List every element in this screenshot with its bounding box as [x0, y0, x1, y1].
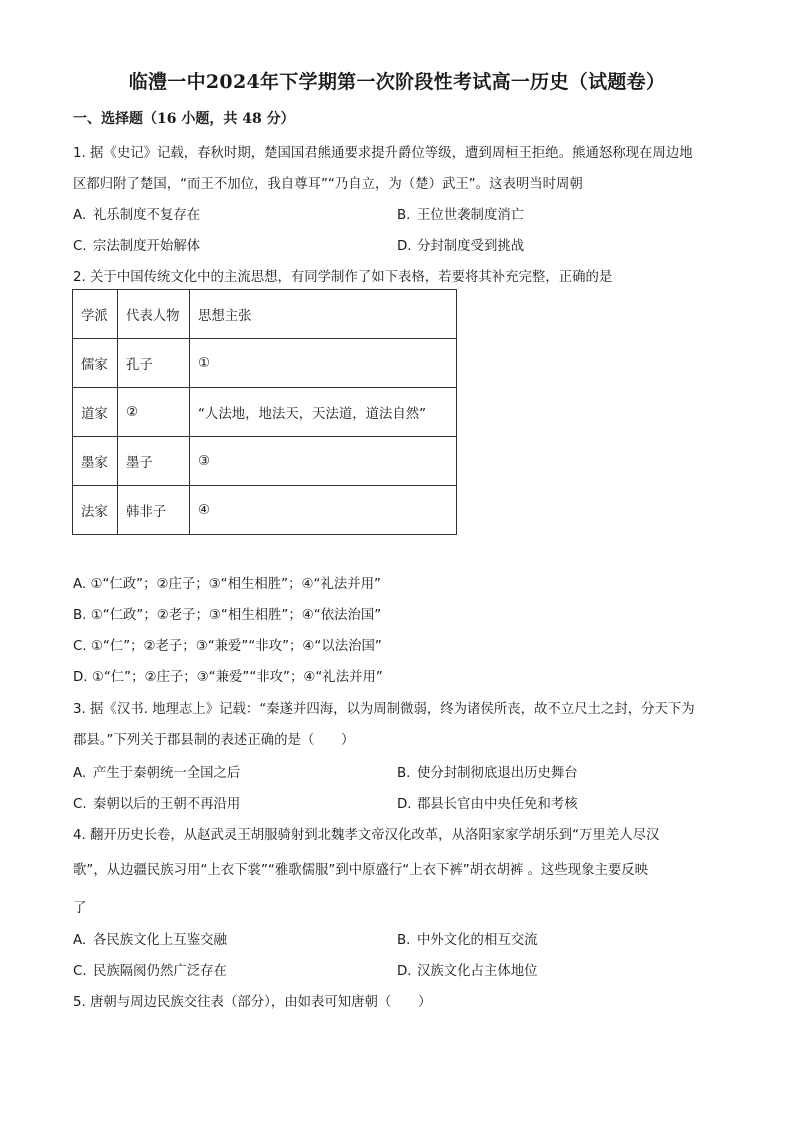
q1-option-a[interactable]	[73, 204, 200, 223]
option-text: 郡县长官由中央任免和考核	[417, 797, 578, 812]
option-key: C.	[73, 797, 87, 812]
option-text: 中外文化的相互交流	[417, 933, 538, 948]
section-heading: 一、选择题（16 小题，共 48 分）	[73, 111, 295, 127]
table-cell: ①	[190, 339, 457, 388]
option-key: A.	[73, 208, 87, 223]
option-text: 分封制度受到挑战	[417, 239, 525, 254]
option-key: A.	[73, 766, 87, 781]
q4-stem-line1: 4. 翻开历史长卷，从赵武灵王胡服骑射到北魏孝文帝汉化改革，从洛阳家家学胡乐到“万里羌人尽汉	[73, 828, 660, 843]
option-text: 民族隔阂仍然广泛存在	[93, 964, 227, 979]
q3-stem-line1: 3. 据《汉书. 地理志上》记载：“秦遂并四海，以为周制微弱，终为诸侯所丧，故不立尺土之封，分天下为	[73, 702, 695, 717]
table-cell: 墨子	[118, 437, 190, 486]
q4-option-a[interactable]	[73, 929, 227, 948]
table-cell: ②	[118, 388, 190, 437]
q3-option-b[interactable]	[397, 762, 578, 781]
q4-option-c[interactable]	[73, 960, 227, 979]
q3-option-a[interactable]	[73, 762, 240, 781]
option-text: 秦朝以后的王朝不再沿用	[93, 797, 241, 812]
table-cell: ④	[190, 486, 457, 535]
option-key: D.	[397, 797, 412, 812]
q4-stem-line2: 歌”，从边疆民族习用“上衣下裳”“雅歌儒服”到中原盛行“上衣下裤”胡衣胡裤 。这些现象主要反映	[73, 863, 649, 878]
table-row	[73, 437, 457, 486]
q3-option-d[interactable]	[397, 793, 578, 812]
q2-option-b[interactable]: B. ①“仁政”；②老子；③“相生相胜”；④“依法治国”	[73, 608, 382, 623]
table-cell: 儒家	[73, 339, 118, 388]
q1-option-b[interactable]	[397, 204, 524, 223]
option-text: 使分封制彻底退出历史舞台	[417, 766, 578, 781]
option-key: D.	[397, 964, 412, 979]
option-key: B.	[397, 766, 411, 781]
table-cell: 孔子	[118, 339, 190, 388]
option-key: C.	[73, 239, 87, 254]
q1-option-c[interactable]	[73, 235, 200, 254]
table-cell: ③	[190, 437, 457, 486]
q3-stem-line2: 郡县。”下列关于郡县制的表述正确的是（ ）	[73, 733, 355, 748]
schools-table	[72, 289, 457, 535]
table-cell: 法家	[73, 486, 118, 535]
table-row	[73, 486, 457, 535]
table-header: 思想主张	[190, 290, 457, 339]
q4-option-b[interactable]	[397, 929, 538, 948]
option-text: 产生于秦朝统一全国之后	[93, 766, 241, 781]
table-cell: “人法地，地法天，天法道，道法自然”	[190, 388, 457, 437]
q4-option-d[interactable]	[397, 960, 538, 979]
option-text: 王位世袭制度消亡	[417, 208, 525, 223]
q1-option-d[interactable]	[397, 235, 524, 254]
option-text: 宗法制度开始解体	[93, 239, 201, 254]
q1-stem-line1: 1. 据《史记》记载，春秋时期，楚国国君熊通要求提升爵位等级，遭到周桓王拒绝。熊通怒称现在周边地	[73, 146, 693, 161]
q5-stem: 5. 唐朝与周边民族交往表（部分），由如表可知唐朝（ ）	[73, 995, 432, 1010]
q1-stem-line2: 区都归附了楚国，“而王不加位，我自尊耳”“乃自立，为（楚）武王”。这表明当时周朝	[73, 177, 583, 192]
option-key: B.	[397, 933, 411, 948]
q2-option-c[interactable]: C. ①“仁”；②老子；③“兼爱”“非攻”；④“以法治国”	[73, 639, 382, 654]
option-text: 各民族文化上互鉴交融	[93, 933, 227, 948]
q3-option-c[interactable]	[73, 793, 240, 812]
option-key: B.	[397, 208, 411, 223]
table-cell: 道家	[73, 388, 118, 437]
table-header: 代表人物	[118, 290, 190, 339]
option-text: 汉族文化占主体地位	[417, 964, 538, 979]
table-row	[73, 339, 457, 388]
exam-title: 临澧一中2024年下学期第一次阶段性考试高一历史（试题卷）	[128, 71, 666, 93]
q2-option-d[interactable]: D. ①“仁”；②庄子；③“兼爱”“非攻”；④“礼法并用”	[73, 670, 383, 685]
option-key: A.	[73, 933, 87, 948]
q4-stem-line3: 了	[73, 901, 87, 916]
table-header-row	[73, 290, 457, 339]
option-key: D.	[397, 239, 412, 254]
table-row	[73, 388, 457, 437]
table-cell: 墨家	[73, 437, 118, 486]
q2-stem: 2. 关于中国传统文化中的主流思想，有同学制作了如下表格，若要将其补充完整，正确的是	[73, 270, 613, 285]
option-key: C.	[73, 964, 87, 979]
table-cell: 韩非子	[118, 486, 190, 535]
option-text: 礼乐制度不复存在	[93, 208, 201, 223]
table-header: 学派	[73, 290, 118, 339]
q2-option-a[interactable]: A. ①“仁政”；②庄子；③“相生相胜”；④“礼法并用”	[73, 577, 381, 592]
